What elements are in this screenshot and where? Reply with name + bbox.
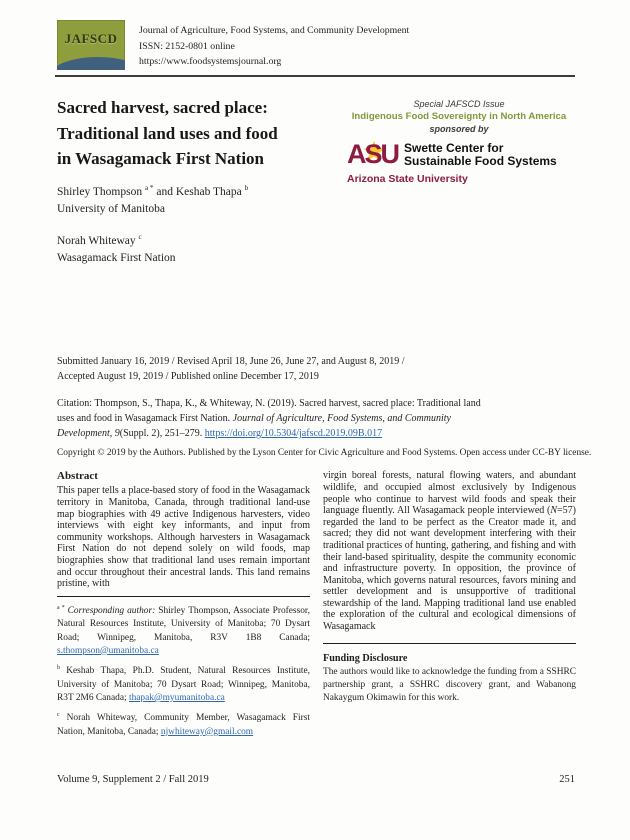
- funding-heading: Funding Disclosure: [323, 652, 408, 664]
- abstract-right-text-2: =57) regarded the land to be perfect as the Creator made it, and sacred; they did not want development interfering with their traditional practices of hunting, gathering, and fishing and with their land-based spirituality, despite the community economic and infrastructure poverty. In opposition, the province of Manitoba, which governs natural resources, favors mining and settler development and is unsupportive of traditional stewardship of the land. Mapping traditional land use enabled the exploration of the cultural and ecological dimensions of Wasagamack: [323, 505, 576, 633]
- author-group-1: [57, 183, 573, 218]
- author-line-2: [57, 232, 573, 250]
- footnote-b-text: Keshab Thapa, Ph.D. Student, Natural Resources Institute, University of Manitoba; 70 Dysart Road; Winnipeg, Manitoba, R3T 2M6 Canada;: [57, 666, 310, 703]
- citation-suffix: (Suppl. 2), 251–279.: [119, 428, 205, 440]
- title-line-1: Sacred harvest, sacred place:: [57, 98, 268, 118]
- special-issue-label: Special JAFSCD Issue: [413, 99, 505, 110]
- journal-header: [57, 20, 573, 70]
- author-line-1: [57, 183, 573, 201]
- logo-wave-shape: [57, 57, 125, 70]
- funding-divider: [323, 643, 576, 644]
- author-name-thapa: and Keshab Thapa: [153, 185, 245, 198]
- author-sup-c: c: [138, 233, 142, 242]
- funding-text: The authors would like to acknowledge the funding from a SSHRC partnership grant, a SSHRC discovery grant, and Wabanong Nakaygum Okimawin for this work.: [323, 666, 576, 704]
- abstract-paragraph-left: This paper tells a place-based story of food in the Wasagamack territory in Manitoba, Canada, through traditional land-use map biographies with 49 active Indigenous harvesters, video interviews with eight key informants, and input from community workshops. Although harvesters in Wasagamack First Nation do not depend solely on wild foods, map biographies show that traditional land uses remain important and occur throughout their ancestral lands. This land remains pristine, with: [57, 485, 310, 590]
- dates-line-1: Submitted January 16, 2019 / Revised April 18, June 26, June 27, and August 8, 2019 /: [57, 355, 405, 367]
- abstract-heading: Abstract: [57, 470, 98, 483]
- journal-info: [139, 20, 409, 70]
- asu-acronym: [347, 141, 398, 168]
- citation-journal-italic: Journal of Agriculture, Food Systems, and Community Development, 9: [57, 412, 451, 440]
- title-row: [57, 95, 573, 186]
- email-link-whiteway[interactable]: njwhiteway@gmail.com: [160, 726, 254, 737]
- asu-university-name: Arizona State University: [347, 173, 468, 186]
- special-issue-block: [343, 99, 575, 185]
- footnote-a: [57, 604, 310, 659]
- copyright-line: Copyright © 2019 by the Authors. Published by the Lyson Center for Civic Agriculture and Food Systems. Open access under CC-BY license.: [57, 448, 592, 459]
- footnote-c-text: Norah Whiteway, Community Member, Wasagamack First Nation, Manitoba, Canada;: [57, 713, 310, 737]
- body-columns: [57, 470, 576, 739]
- asu-logo-top: [347, 141, 575, 168]
- title-line-3: in Wasagamack First Nation: [57, 149, 265, 169]
- dates-line-2: Accepted August 19, 2019 / Published online December 17, 2019: [57, 371, 319, 383]
- citation-block: [57, 396, 489, 442]
- left-column: [57, 470, 310, 739]
- abstract-paragraph-right: [323, 470, 576, 632]
- asu-center-line-2: Sustainable Food Systems: [404, 153, 557, 168]
- header-divider: [55, 75, 575, 77]
- affiliation-2: Wasagamack First Nation: [57, 252, 176, 265]
- article-title: [57, 95, 357, 172]
- citation-text: Citation: Thompson, S., Thapa, K., & Whiteway, N. (2019). Sacred harvest, sacred place: Traditional land uses and food in Wasagamack First Nation.: [57, 397, 481, 424]
- footnote-a-marker: a *: [57, 604, 65, 611]
- author-sup-b: b: [244, 184, 249, 193]
- submission-dates: [57, 354, 489, 385]
- asu-logo: [343, 141, 575, 185]
- doi-link[interactable]: https://doi.org/10.5304/jafscd.2019.09B.017: [204, 428, 383, 440]
- footnote-divider: [57, 596, 310, 597]
- title-line-2: Traditional land uses and food: [57, 123, 278, 143]
- footnote-c: [57, 711, 310, 739]
- author-name-thompson: Shirley Thompson: [57, 185, 145, 198]
- asu-center-line-1: Swette Center for: [404, 140, 504, 155]
- page-footer: [57, 774, 575, 785]
- author-name-whiteway: Norah Whiteway: [57, 235, 139, 248]
- footnote-b: [57, 664, 310, 705]
- footnote-c-marker: c: [57, 712, 60, 719]
- journal-name: Journal of Agriculture, Food Systems, and Community Development: [139, 25, 410, 36]
- asu-acronym-text: ASU: [347, 139, 399, 170]
- asu-center-name: [404, 142, 557, 168]
- footnote-b-marker: b: [57, 665, 60, 672]
- sample-size-n: N: [550, 505, 558, 517]
- footnote-a-text: Shirley Thompson, Associate Professor, Natural Resources Institute, University of Manitoba; 70 Dysart Road; Winnipeg, Manitoba, R3V 1B8 Canada;: [57, 605, 310, 643]
- affiliation-1: University of Manitoba: [57, 203, 165, 216]
- author-group-2: [57, 232, 573, 267]
- abstract-right-text-1: virgin boreal forests, natural flowing waters, and abundant wildlife, and occupied almost exclusively by Indigenous people who continue to harvest wild foods and speak their language fluently. All Wasagamack people interviewed (: [323, 470, 576, 517]
- journal-url-link[interactable]: https://www.foodsystemsjournal.org: [139, 56, 282, 68]
- journal-issn: ISSN: 2152-0801 online: [139, 40, 235, 52]
- special-issue-name: Indigenous Food Sovereignty in North America: [351, 111, 567, 123]
- footer-page-number: 251: [559, 774, 575, 785]
- logo-text: JAFSCD: [64, 31, 118, 46]
- right-column: [323, 470, 576, 739]
- sponsored-by-label: sponsored by: [429, 124, 489, 135]
- corresponding-author-label: Corresponding author:: [67, 605, 156, 616]
- author-sup-a: a *: [144, 184, 154, 193]
- email-link-thapa[interactable]: thapak@myumanitoba.ca: [128, 693, 225, 703]
- email-link-thompson[interactable]: s.thompson@umanitoba.ca: [57, 645, 159, 656]
- jafscd-logo: [57, 20, 125, 70]
- authors-block: [57, 183, 573, 268]
- footer-volume: Volume 9, Supplement 2 / Fall 2019: [57, 774, 209, 785]
